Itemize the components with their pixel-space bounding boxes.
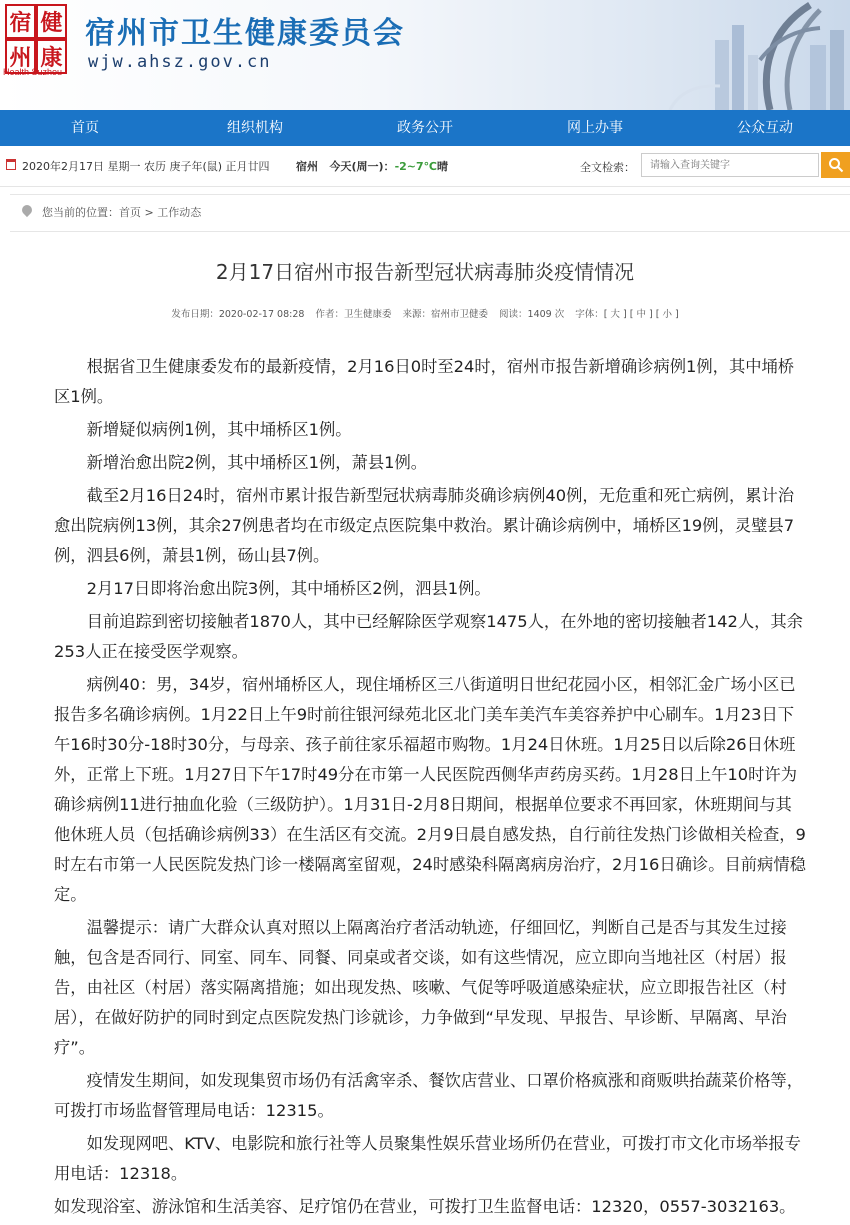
paragraph: 病例40：男，34岁，宿州埇桥区人，现住埇桥区三八街道明日世纪花园小区，相邻汇金广场小区已报告多名确诊病例。1月22日上午9时前往银河绿苑北区北门美车美汽车美容养护中心刷车。1月23日下午16时30分-18时30分，与母亲、孩子前往家乐福超市购物。1月24日休班。1月25日以后除26日休班外，正常上下班。1月27日下午17时49分在市第一人民医院西侧华声药房买药。1月28日上午10时许为确诊病例11进行抽血化验（三级防护）。1月31日-2月8日期间，根据单位要求不再回家，休班期间与其他休班人员（包括确诊病例33）在生活区有交流。2月9日晨自感发热，自行前往发热门诊做相关检查，9时左右市第一人民医院发热门诊一楼隔离室留观，24时感染科隔离病房治疗，2月16日确诊。目前病情稳定。 (54, 675, 806, 904)
breadcrumb-text[interactable]: 您当前的位置：首页 > 工作动态 (42, 206, 202, 219)
weather-info (296, 158, 448, 174)
paragraph: 2月17日即将治愈出院3例，其中埇桥区2例，泗县1例。 (86, 579, 491, 598)
paragraph: 温馨提示：请广大群众认真对照以上隔离治疗者活动轨迹，仔细回忆，判断自己是否与其发生过接触，包含是否同行、同室、同车、同餐、同桌或者交谈，如有这些情况，应立即向当地社区（村居）报告，由社区（村居）落实隔离措施；如出现发热、咳嗽、气促等呼吸道感染症状，应立即报告社区（村居），在做好防护的同时到定点医院发热门诊就诊，力争做到“早发现、早报告、早诊断、早隔离、早治疗”。 (54, 918, 787, 1057)
paragraph: 目前追踪到密切接触者1870人，其中已经解除医学观察1475人，在外地的密切接触者142人，其余253人正在接受医学观察。 (54, 612, 803, 661)
weather-temp: -2~7℃ (394, 160, 437, 173)
source: 来源：宿州市卫健委 (402, 309, 489, 320)
nav-item-online-services[interactable]: 网上办事 (567, 120, 623, 136)
article-meta (0, 306, 850, 320)
current-date: 2020年2月17日 星期一 农历 庚子年(鼠) 正月廿四 (22, 160, 270, 173)
main-nav (0, 110, 850, 146)
logo-char: 州 (5, 39, 36, 74)
info-bar (0, 146, 850, 187)
paragraph: 新增治愈出院2例，其中埇桥区1例，萧县1例。 (86, 453, 428, 472)
paragraph: 新增疑似病例1例，其中埇桥区1例。 (86, 420, 352, 439)
nav-item-public-interaction[interactable]: 公众互动 (737, 120, 793, 136)
search-label: 全文检索： (580, 161, 635, 174)
logo-char: 宿 (5, 4, 36, 39)
search-icon (828, 157, 844, 173)
weather-city: 宿州 (296, 160, 318, 173)
calendar-icon (6, 159, 16, 170)
font-size-switcher[interactable]: 字体：[ 大 ] [ 中 ] [ 小 ] (575, 309, 679, 320)
logo-subtitle: Health Suzhou (3, 67, 63, 77)
paragraph: 根据省卫生健康委发布的最新疫情，2月16日0时至24时，宿州市报告新增确诊病例1例，其中埇桥区1例。 (54, 357, 795, 406)
logo-char: 健 (36, 4, 67, 39)
logo-char: 康 (36, 39, 67, 74)
breadcrumb (10, 194, 850, 232)
site-url: wjw.ahsz.gov.cn (88, 52, 272, 72)
site-logo[interactable] (5, 4, 67, 71)
header-decoration-image (520, 0, 850, 110)
author: 作者：卫生健康委 (315, 309, 392, 320)
site-header (0, 0, 850, 110)
weather-condition: 晴 (436, 160, 448, 173)
paragraph: 如发现浴室、游泳馆和生活美容、足疗馆仍在营业，可拨打卫生监督电话：12320，0557-3032163。 (54, 1197, 796, 1216)
article-title: 2月17日宿州市报告新型冠状病毒肺炎疫情情况 (215, 260, 635, 284)
paragraph: 截至2月16日24时，宿州市累计报告新型冠状病毒肺炎确诊病例40例，无危重和死亡病例，累计治愈出院病例13例，其余27例患者均在市级定点医院集中救治。累计确诊病例中，埇桥区19例，灵璧县7例，泗县6例，萧县1例，砀山县7例。 (54, 486, 795, 565)
search-button[interactable] (821, 152, 850, 178)
site-title: 宿州市卫生健康委员会 (85, 16, 405, 51)
nav-item-home[interactable]: 首页 (71, 120, 99, 136)
publish-date: 发布日期：2020-02-17 08:28 (171, 309, 305, 320)
read-count: 阅读：1409 次 (499, 309, 565, 320)
weather-day: 今天(周一)： (329, 160, 395, 173)
location-pin-icon (20, 203, 34, 217)
paragraph: 疫情发生期间，如发现集贸市场仍有活禽宰杀、餐饮店营业、口罩价格疯涨和商贩哄抬蔬菜价格等，可拨打市场监督管理局电话：12315。 (54, 1071, 803, 1120)
paragraph: 如发现网吧、KTV、电影院和旅行社等人员聚集性娱乐营业场所仍在营业，可拨打市文化市场举报专用电话：12318。 (54, 1134, 801, 1183)
article-body (54, 352, 806, 1225)
search-input[interactable] (641, 153, 819, 177)
nav-item-organization[interactable]: 组织机构 (227, 120, 283, 136)
nav-item-government-affairs[interactable]: 政务公开 (397, 120, 453, 136)
